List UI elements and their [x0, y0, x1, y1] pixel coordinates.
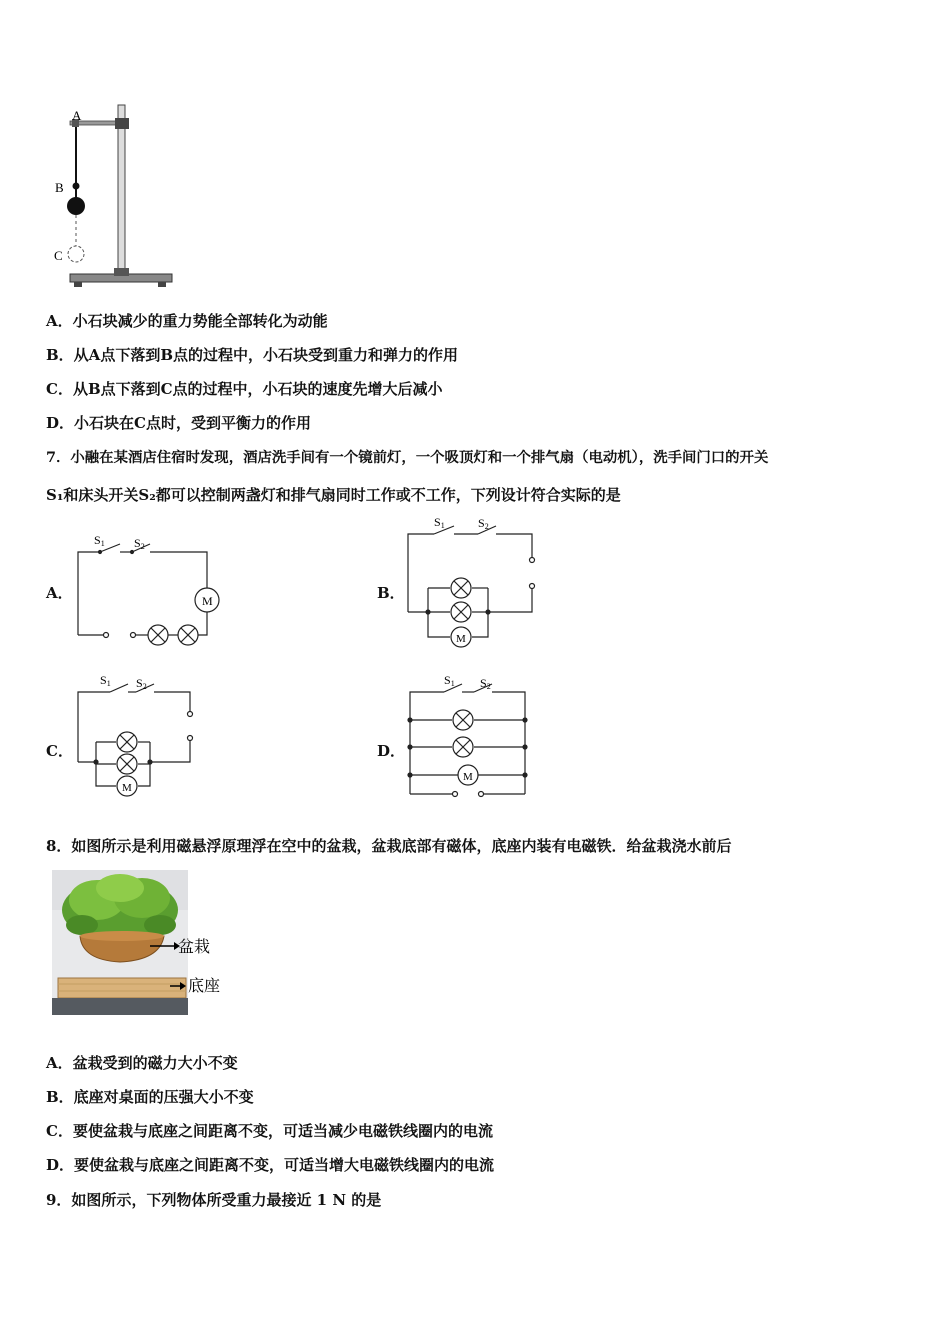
q6-option-d[interactable]: D．小石块在C点时，受到平衡力的作用	[46, 414, 311, 432]
svg-text:S2: S2	[478, 516, 489, 531]
motor-label: M	[202, 594, 213, 608]
svg-text:S2: S2	[136, 676, 147, 691]
svg-text:M: M	[463, 771, 473, 783]
q8-option-b[interactable]: B．底座对桌面的压强大小不变	[46, 1088, 254, 1106]
q7-circuit-a[interactable]	[70, 530, 230, 650]
q9-stem: 9．如图所示，下列物体所受重力最接近 1 N 的是	[46, 1191, 382, 1209]
q6-stand-figure	[52, 100, 182, 295]
q8-option-c[interactable]: C．要使盆栽与底座之间距离不变，可适当减少电磁铁线圈内的电流	[46, 1122, 493, 1140]
q7-circuit-c[interactable]	[70, 672, 210, 802]
q6-option-a[interactable]: A．小石块减少的重力势能全部转化为动能	[46, 312, 328, 330]
q8-option-d[interactable]: D．要使盆栽与底座之间距离不变，可适当增大电磁铁线圈内的电流	[46, 1156, 495, 1174]
svg-text:S1: S1	[100, 673, 111, 688]
base-label: 底座	[188, 978, 221, 995]
label-b: B	[55, 180, 64, 195]
svg-text:S1: S1	[444, 673, 455, 688]
label-c: C	[54, 248, 63, 263]
q8-plant-figure	[52, 870, 242, 1015]
label-a: A	[72, 108, 82, 123]
svg-text:S2: S2	[134, 536, 145, 551]
q7-option-c-label[interactable]: C．	[46, 742, 73, 760]
svg-text:S1: S1	[434, 515, 445, 530]
svg-text:M: M	[122, 782, 132, 794]
svg-text:M: M	[456, 633, 466, 645]
q7-stem-line2: S₁和床头开关S₂都可以控制两盏灯和排气扇同时工作或不工作，下列设计符合实际的是	[46, 486, 621, 504]
svg-text:S1: S1	[94, 533, 105, 548]
svg-text:S2: S2	[480, 676, 491, 691]
q6-option-b[interactable]: B．从A点下落到B点的过程中，小石块受到重力和弹力的作用	[46, 346, 458, 364]
q7-circuit-b[interactable]	[400, 512, 550, 657]
q7-option-d-label[interactable]: D．	[377, 742, 406, 760]
q7-stem-line1: 7．小融在某酒店住宿时发现，酒店洗手间有一个镜前灯，一个吸顶灯和一个排气扇（电动机），洗手间门口的开关	[46, 449, 769, 466]
q6-option-c[interactable]: C．从B点下落到C点的过程中，小石块的速度先增大后减小	[46, 380, 443, 398]
pot-label: 盆栽	[178, 939, 211, 956]
q8-stem: 8．如图所示是利用磁悬浮原理浮在空中的盆栽，盆栽底部有磁体，底座内装有电磁铁．给盆栽浇水前后	[46, 837, 732, 855]
q7-circuit-d[interactable]	[402, 672, 542, 802]
q7-option-a-label[interactable]: A．	[46, 584, 73, 602]
q8-option-a[interactable]: A．盆栽受到的磁力大小不变	[46, 1054, 238, 1072]
q7-option-b-label[interactable]: B．	[377, 584, 405, 602]
